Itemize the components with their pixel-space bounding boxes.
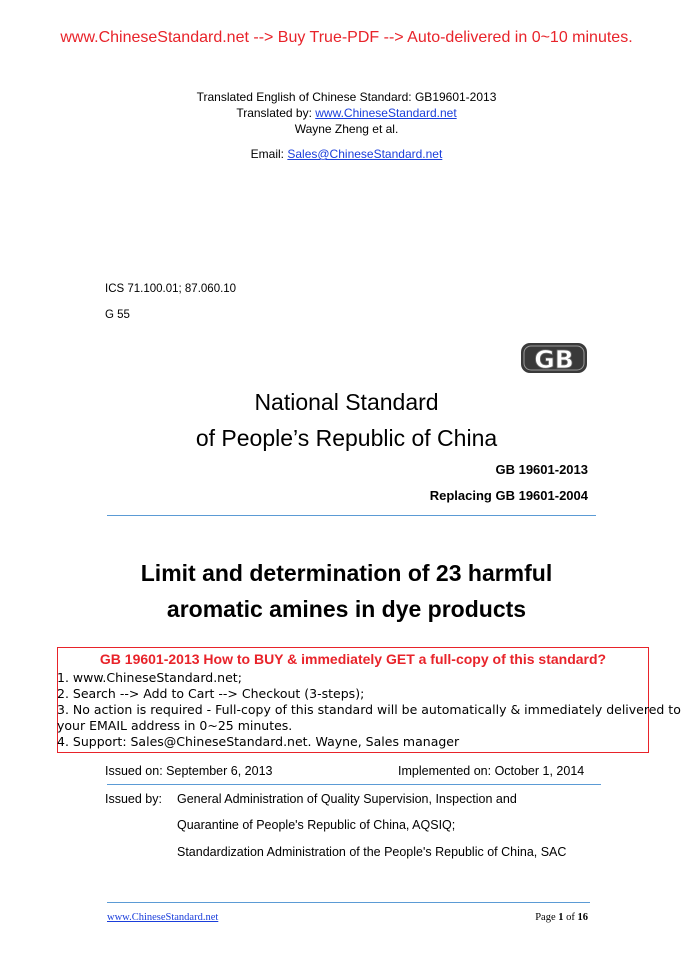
footer-link-wrap — [107, 912, 218, 923]
national-standard-title: National Standard — [254, 389, 439, 415]
footer-link[interactable]: www.ChineseStandard.net — [107, 912, 219, 923]
issuer-line-2: Quarantine of People's Republic of China, AQSIQ; — [177, 818, 456, 832]
translated-by-line — [0, 105, 693, 121]
page-of-label: of — [563, 912, 578, 923]
translator-name: Wayne Zheng et al. — [294, 122, 399, 136]
document-title-line1: Limit and determination of 23 harmful — [140, 560, 553, 586]
purchase-step[interactable]: 1. www.ChineseStandard.net; — [57, 670, 242, 685]
email-link[interactable]: Sales@ChineseStandard.net — [287, 147, 443, 161]
translated-by-label: Translated by: — [236, 106, 316, 120]
gb-logo-text: GB — [534, 345, 574, 374]
divider-line — [107, 515, 596, 516]
issued-on-date: Issued on: September 6, 2013 — [105, 764, 273, 778]
standard-number: GB 19601-2013 — [495, 462, 588, 477]
issue-divider-line — [107, 784, 601, 785]
document-title-line2: aromatic amines in dye products — [166, 596, 527, 622]
ccs-code: G 55 — [105, 309, 130, 321]
issuer-line-1: General Administration of Quality Supervision, Inspection and — [177, 792, 517, 806]
issuer-line-3: Standardization Administration of the People's Republic of China, SAC — [177, 845, 567, 859]
replacing-standard: Replacing GB 19601-2004 — [429, 488, 588, 503]
purchase-step: 3. No action is required - Full-copy of this standard will be automatically & immediately delivered to — [57, 702, 681, 717]
page-label: Page — [535, 912, 559, 923]
purchase-step: your EMAIL address in 0~25 minutes. — [57, 718, 293, 733]
translation-title: Translated English of Chinese Standard: GB19601-2013 — [196, 90, 497, 104]
implemented-on-date: Implemented on: October 1, 2014 — [398, 764, 585, 778]
purchase-step: 4. Support: Sales@ChineseStandard.net. Wayne, Sales manager — [57, 734, 460, 749]
national-standard-subtitle: of People’s Republic of China — [195, 425, 498, 451]
purchase-steps-list — [57, 670, 681, 750]
translated-by-link[interactable]: www.ChineseStandard.net — [315, 106, 457, 120]
gb-logo-icon — [519, 339, 589, 377]
footer-divider-line — [107, 902, 590, 903]
page-total: 16 — [577, 912, 588, 923]
purchase-step: 2. Search --> Add to Cart --> Checkout (3-steps); — [57, 686, 365, 701]
top-banner[interactable]: www.ChineseStandard.net --> Buy True-PDF --> Auto-delivered in 0~10 minutes. — [60, 29, 633, 46]
issued-by-label: Issued by: — [105, 792, 162, 806]
ics-code: ICS 71.100.01; 87.060.10 — [105, 283, 237, 295]
email-label: Email: — [250, 147, 288, 161]
page-current: 1 — [558, 912, 564, 923]
page-number — [535, 912, 588, 923]
purchase-heading: GB 19601-2013 How to BUY & immediately GET a full-copy of this standard? — [99, 651, 607, 667]
email-line — [0, 146, 693, 162]
purchase-info-box — [57, 647, 681, 753]
